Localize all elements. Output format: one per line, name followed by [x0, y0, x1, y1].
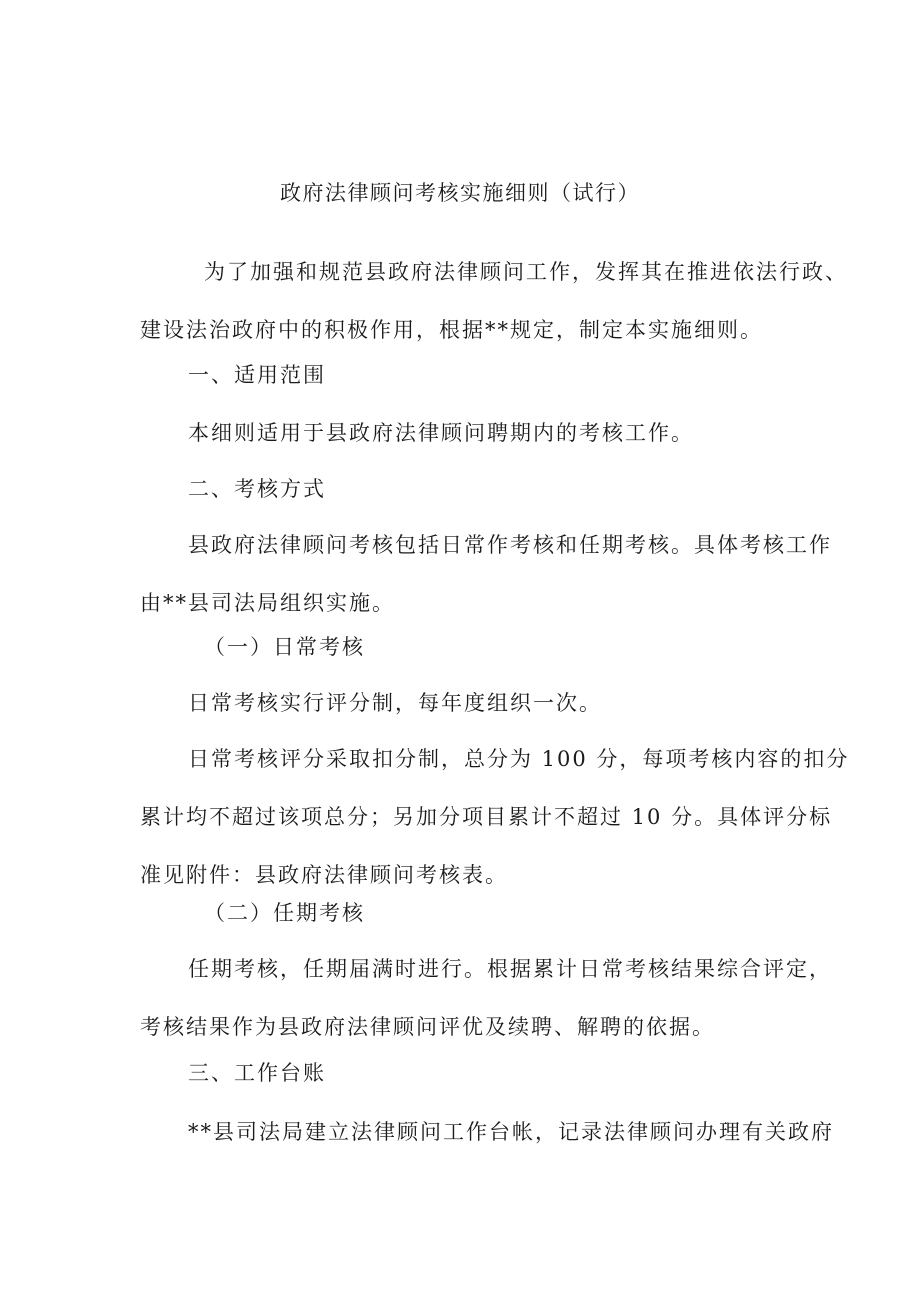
subsection-2-paragraph-1: [140, 940, 832, 1056]
intro-paragraph: [140, 243, 848, 359]
intro-line-1: 为了加强和规范县政府法律顾问工作，发挥其在推进依法行政、: [204, 260, 848, 284]
subsection-2-p1-line-1: 任期考核，任期届满时进行。根据累计日常考核结果综合评定，: [188, 957, 832, 981]
subsection-1-p2-line-2: 累计均不超过该项总分；另加分项目累计不超过 10 分。具体评分标: [140, 805, 833, 829]
intro-line-2: 建设法治政府中的积极作用，根据**规定，制定本实施细则。: [140, 318, 763, 342]
subsection-1-heading: （一）日常考核: [204, 635, 365, 659]
section-1-heading: 一、适用范围: [188, 363, 326, 387]
section-3-body-line-1: **县司法局建立法律顾问工作台帐，记录法律顾问办理有关政府: [188, 1120, 834, 1144]
section-2-body-line-1: 县政府法律顾问考核包括日常作考核和任期考核。具体考核工作: [188, 533, 832, 557]
section-1-body: 本细则适用于县政府法律顾问聘期内的考核工作。: [188, 421, 694, 445]
section-2-body: [140, 516, 832, 632]
section-3-heading: 三、工作台账: [188, 1061, 326, 1085]
subsection-2-p1-line-2: 考核结果作为县政府法律顾问评优及续聘、解聘的依据。: [140, 1015, 715, 1039]
section-3-body: [140, 1103, 834, 1161]
subsection-1-paragraph-1: 日常考核实行评分制，每年度组织一次。: [188, 691, 602, 715]
subsection-1-paragraph-2: [140, 730, 850, 904]
section-2-body-line-2: 由**县司法局组织实施。: [140, 591, 395, 615]
document-title: 政府法律顾问考核实施细则（试行）: [280, 181, 640, 205]
subsection-2-heading: （二）任期考核: [204, 901, 365, 925]
subsection-1-p2-line-1: 日常考核评分采取扣分制，总分为 100 分，每项考核内容的扣分: [188, 747, 850, 771]
section-2-heading: 二、考核方式: [188, 477, 326, 501]
subsection-1-p2-line-3: 准见附件：县政府法律顾问考核表。: [140, 863, 508, 887]
